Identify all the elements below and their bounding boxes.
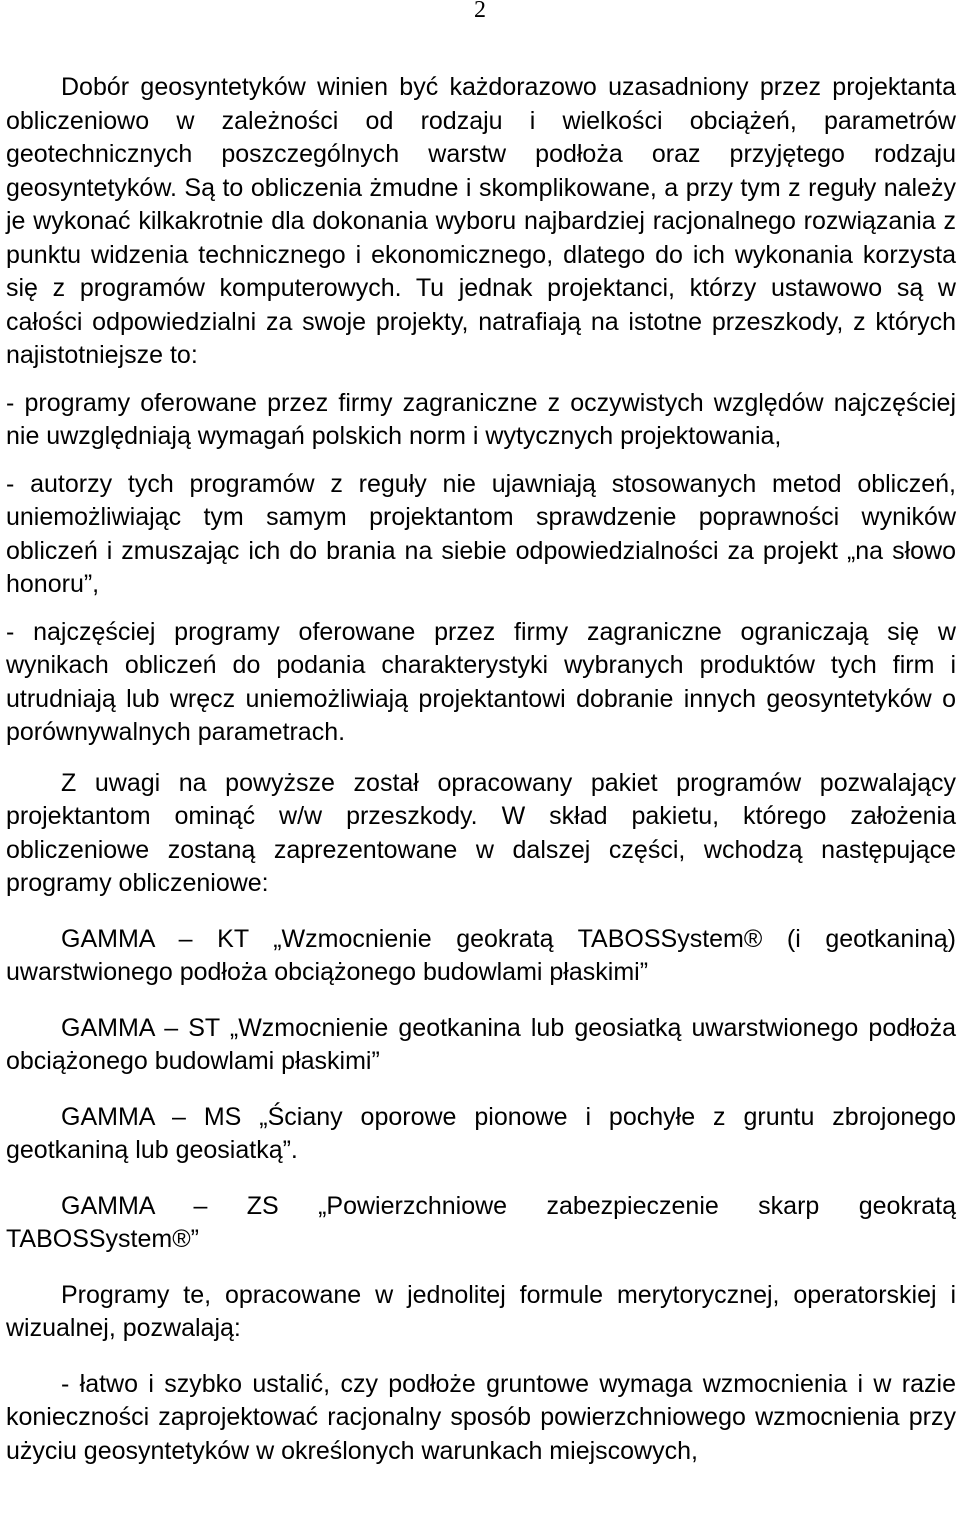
program-gamma-st: GAMMA – ST „Wzmocnienie geotkanina lub geosiatką uwarstwionego podłoża obciążonego budowlami płaskimi” (6, 1013, 956, 1075)
document-body (6, 71, 956, 1468)
program-gamma-ms: GAMMA – MS „Ściany oporowe pionowe i pochyłe z gruntu zbrojonego geotkaniną lub geosiatką”. (6, 1102, 956, 1164)
paragraph-package: Z uwagi na powyższe został opracowany pakiet programów pozwalający projektantom ominąć w/w przeszkody. W skład pakietu, którego założenia obliczeniowe zostaną zaprezentowane w dalszej części, wchodzą następujące programy obliczeniowe: (6, 768, 956, 897)
list-item-obstacle-3: - najczęściej programy oferowane przez firmy zagraniczne ograniczają się w wynikach obliczeń do podania charakterystyki wybranych produktów tych firm i utrudniają lub wręcz uniemożliwiają projektantowi dobranie innych geosyntetyków o porównywalnych parametrach. (6, 617, 956, 746)
paragraph-intro: Dobór geosyntetyków winien być każdorazowo uzasadniony przez projektanta obliczeniowo w zależności od rodzaju i wielkości obciążeń, parametrów geotechnicznych poszczególnych warstw podłoża oraz przyjętego rodzaju geosyntetyków. Są to obliczenia żmudne i skomplikowane, a przy tym z reguły należy je wykonać kilkakrotnie dla dokonania wyboru najbardziej racjonalnego rozwiązania z punktu widzenia technicznego i ekonomicznego, dlatego do ich wykonania korzysta się z programów komputerowych. Tu jednak projektanci, którzy ustawowo są w całości odpowiedzialni za swoje projekty, natrafiają na istotne przeszkody, z których najistotniejsze to: (6, 73, 956, 369)
paragraph-programs-allow: Programy te, opracowane w jednolitej formule merytorycznej, operatorskiej i wizualnej, pozwalają: (6, 1280, 956, 1342)
list-item-obstacle-1: - programy oferowane przez firmy zagraniczne z oczywistych względów najczęściej nie uwzględniają wymagań polskich norm i wytycznych projektowania, (6, 388, 956, 450)
list-item-capability-1: - łatwo i szybko ustalić, czy podłoże gruntowe wymaga wzmocnienia i w razie konieczności zaprojektować racjonalny sposób powierzchniowego wzmocnienia przy użyciu geosyntetyków w określonych warunkach miejscowych, (6, 1369, 956, 1465)
page-number: 2 (474, 0, 486, 23)
list-item-obstacle-2: - autorzy tych programów z reguły nie ujawniają stosowanych metod obliczeń, uniemożliwiając tym samym projektantom sprawdzenie poprawności wyników obliczeń i zmuszając ich do brania na siebie odpowiedzialności za projekt „na słowo honoru”, (6, 469, 956, 598)
program-gamma-kt: GAMMA – KT „Wzmocnienie geokratą TABOSSystem® (i geotkaniną) uwarstwionego podłoża obciążonego budowlami płaskimi” (6, 924, 956, 986)
program-gamma-zs: GAMMA – ZS „Powierzchniowe zabezpieczenie skarp geokratą TABOSSystem®” (6, 1191, 956, 1253)
